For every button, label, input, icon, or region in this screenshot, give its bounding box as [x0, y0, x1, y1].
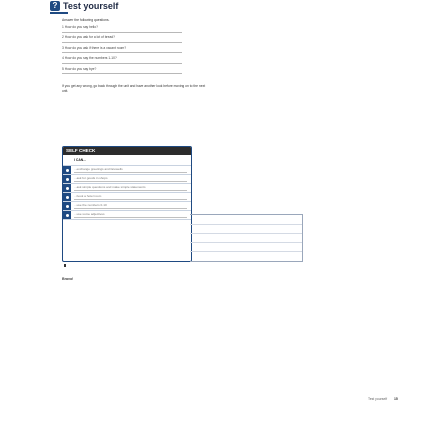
self-check-rule — [74, 199, 187, 200]
review-note: If you get any wrong, go back through the unit and have another look before moving on to the next unit. — [62, 84, 206, 93]
self-check-rule — [74, 172, 187, 173]
self-check-item[interactable] — [63, 202, 191, 211]
self-check-item[interactable] — [63, 193, 191, 202]
self-check-item-label: ...use some adjectives — [74, 212, 105, 216]
panel-rule — [190, 242, 302, 243]
answer-line[interactable] — [62, 52, 182, 53]
checkbox-icon[interactable] — [63, 184, 71, 192]
instructions-text: Answer the following questions. — [62, 18, 110, 22]
question-item — [62, 56, 182, 66]
question-item — [62, 67, 182, 77]
self-check-item[interactable] — [63, 166, 191, 175]
panel-rule — [190, 233, 302, 234]
answer-line[interactable] — [62, 73, 182, 74]
checkbox-icon[interactable] — [63, 175, 71, 183]
self-check-item[interactable] — [63, 211, 191, 220]
question-item — [62, 46, 182, 56]
self-check-item-label: ...exchange greetings and farewells — [74, 167, 123, 171]
heading-underline — [50, 12, 68, 14]
question-label: 1 How do you say hello? — [62, 25, 98, 29]
self-check-item[interactable] — [63, 184, 191, 193]
checkbox-icon[interactable] — [63, 202, 71, 210]
self-check-item-label: ...ask simple questions and make simple statements — [74, 185, 146, 189]
answer-line[interactable] — [62, 63, 182, 64]
panel-rule — [190, 251, 302, 252]
self-check-rule — [74, 217, 187, 218]
self-check-item-label: ...use the numbers 0-10 — [74, 203, 107, 207]
margin-mark — [64, 264, 66, 267]
question-list — [62, 25, 182, 77]
self-check-rule — [74, 181, 187, 182]
answer-line[interactable] — [62, 32, 182, 33]
question-label: 4 How do you say the numbers 1-10? — [62, 56, 117, 61]
self-check-tab: SELF CHECK — [63, 147, 192, 155]
section-heading — [50, 0, 118, 12]
question-label: 3 How do you ask if there is a vacant room? — [62, 45, 127, 50]
checkbox-icon[interactable] — [63, 166, 71, 174]
section-number-badge: ? — [50, 1, 60, 11]
self-check-item-label: ...ask for goods in shops — [74, 176, 108, 180]
self-check-item[interactable] — [63, 175, 191, 184]
self-check-header-label: I CAN... — [74, 158, 87, 162]
self-check-box — [62, 146, 192, 262]
self-check-rule — [74, 208, 187, 209]
page-footer — [368, 397, 398, 401]
question-label: 5 How do you say bye? — [62, 66, 97, 71]
self-check-rule — [74, 190, 187, 191]
self-check-side-panel — [190, 214, 303, 262]
self-check-header-row — [63, 157, 191, 166]
checkbox-icon[interactable] — [63, 211, 71, 219]
page-number: 15 — [394, 397, 398, 401]
section-title: Test yourself — [63, 1, 119, 11]
self-check-item-label: ...book a hotel room — [74, 194, 102, 198]
question-item — [62, 35, 182, 45]
panel-rule — [190, 224, 302, 225]
answer-line[interactable] — [62, 42, 182, 43]
question-label: 2 How do you ask for a lot of bread? — [62, 35, 115, 40]
question-item — [62, 25, 182, 35]
footer-section: Test yourself — [368, 397, 388, 401]
checkbox-icon[interactable] — [63, 193, 71, 201]
well-done-text: Bravo! — [62, 277, 74, 281]
